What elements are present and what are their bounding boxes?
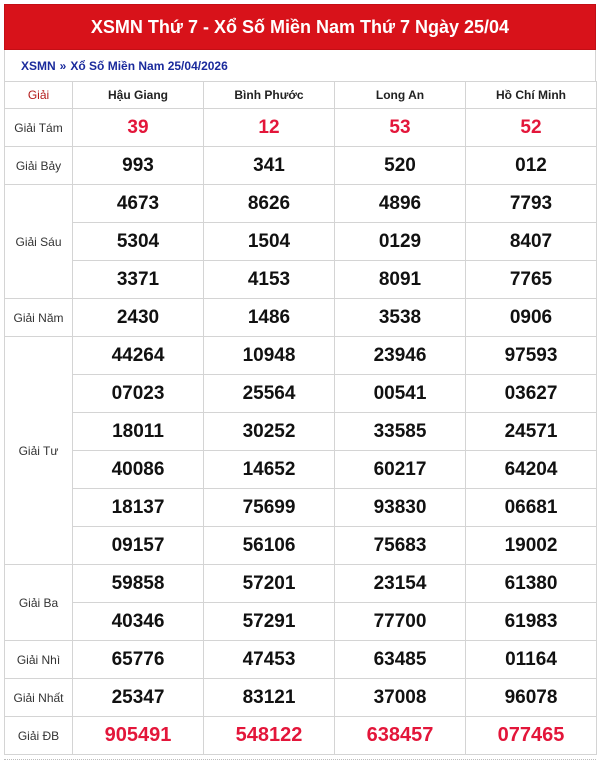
prize-number: 012 [466,147,597,185]
prize-label: Giải Bảy [5,147,73,185]
prize-number: 77700 [335,603,466,641]
prize-number: 23946 [335,337,466,375]
prize-number: 7793 [466,185,597,223]
province-header[interactable]: Bình Phước [204,82,335,109]
prize-number: 2430 [73,299,204,337]
prize-number: 5304 [73,223,204,261]
prize-number: 548122 [204,717,335,755]
prize-number: 7765 [466,261,597,299]
prize-number: 57201 [204,565,335,603]
prize-label: Giải Nhì [5,641,73,679]
table-row [5,679,597,717]
prize-number: 33585 [335,413,466,451]
breadcrumb-separator: » [59,58,67,73]
prize-column-header: Giải [5,82,73,109]
prize-number: 0129 [335,223,466,261]
table-row [5,375,597,413]
prize-number: 18011 [73,413,204,451]
prize-number: 1486 [204,299,335,337]
table-row [5,223,597,261]
prize-number: 97593 [466,337,597,375]
prize-number: 638457 [335,717,466,755]
prize-number: 03627 [466,375,597,413]
prize-number: 93830 [335,489,466,527]
prize-number: 8407 [466,223,597,261]
table-row [5,451,597,489]
prize-number: 077465 [466,717,597,755]
bottom-divider [4,759,596,764]
prize-number: 00541 [335,375,466,413]
prize-number: 06681 [466,489,597,527]
province-header[interactable]: Hồ Chí Minh [466,82,597,109]
table-row [5,147,597,185]
prize-number: 60217 [335,451,466,489]
table-row [5,261,597,299]
breadcrumb [4,50,596,81]
prize-number: 37008 [335,679,466,717]
prize-label: Giải Ba [5,565,73,641]
prize-number: 18137 [73,489,204,527]
prize-number: 07023 [73,375,204,413]
prize-number: 8091 [335,261,466,299]
prize-number: 341 [204,147,335,185]
prize-number: 25564 [204,375,335,413]
prize-number: 40086 [73,451,204,489]
prize-number: 10948 [204,337,335,375]
prize-number: 83121 [204,679,335,717]
prize-number: 59858 [73,565,204,603]
prize-number: 993 [73,147,204,185]
prize-label: Giải Nhất [5,679,73,717]
results-table [4,81,597,755]
prize-number: 19002 [466,527,597,565]
province-header[interactable]: Hậu Giang [73,82,204,109]
prize-number: 44264 [73,337,204,375]
prize-number: 57291 [204,603,335,641]
table-row [5,603,597,641]
table-row [5,527,597,565]
table-row [5,717,597,755]
table-row [5,641,597,679]
prize-number: 61983 [466,603,597,641]
prize-number: 30252 [204,413,335,451]
prize-number: 520 [335,147,466,185]
prize-number: 75683 [335,527,466,565]
breadcrumb-current-link[interactable]: Xổ Số Miền Nam 25/04/2026 [70,58,228,73]
table-row [5,489,597,527]
prize-number: 53 [335,109,466,147]
prize-number: 1504 [204,223,335,261]
prize-number: 65776 [73,641,204,679]
prize-number: 56106 [204,527,335,565]
prize-label: Giải Tám [5,109,73,147]
breadcrumb-home-link[interactable]: XSMN [21,58,56,73]
table-row [5,337,597,375]
prize-label: Giải Tư [5,337,73,565]
prize-label: Giải Sáu [5,185,73,299]
prize-number: 905491 [73,717,204,755]
prize-number: 24571 [466,413,597,451]
prize-number: 25347 [73,679,204,717]
prize-number: 14652 [204,451,335,489]
prize-number: 61380 [466,565,597,603]
prize-number: 52 [466,109,597,147]
results-frame [4,4,596,764]
prize-number: 63485 [335,641,466,679]
prize-number: 75699 [204,489,335,527]
table-row [5,185,597,223]
table-row [5,109,597,147]
province-header[interactable]: Long An [335,82,466,109]
table-row [5,565,597,603]
prize-number: 12 [204,109,335,147]
page-title: XSMN Thứ 7 - Xổ Số Miền Nam Thứ 7 Ngày 25/04 [4,4,596,50]
table-header-row [5,82,597,109]
prize-number: 23154 [335,565,466,603]
prize-number: 8626 [204,185,335,223]
prize-label: Giải Năm [5,299,73,337]
prize-number: 39 [73,109,204,147]
prize-number: 3538 [335,299,466,337]
prize-number: 96078 [466,679,597,717]
prize-number: 0906 [466,299,597,337]
prize-number: 64204 [466,451,597,489]
table-row [5,413,597,451]
prize-number: 4673 [73,185,204,223]
prize-number: 4896 [335,185,466,223]
prize-number: 3371 [73,261,204,299]
prize-number: 4153 [204,261,335,299]
prize-number: 47453 [204,641,335,679]
prize-number: 40346 [73,603,204,641]
table-row [5,299,597,337]
prize-number: 09157 [73,527,204,565]
prize-label: Giải ĐB [5,717,73,755]
prize-number: 01164 [466,641,597,679]
